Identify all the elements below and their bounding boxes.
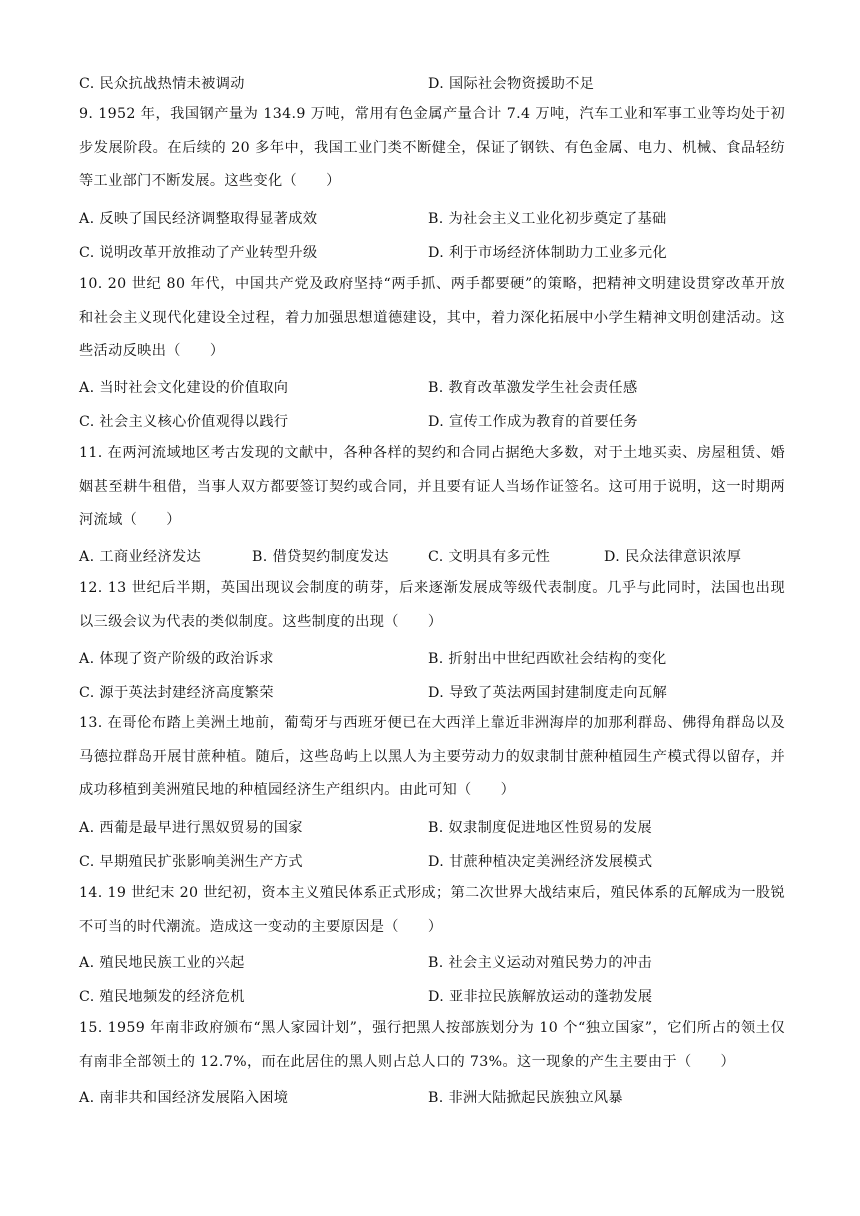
q8-option-c: C. 民众抗战热情未被调动: [79, 76, 245, 92]
q9-option-a: A. 反映了国民经济调整取得显著成效: [79, 211, 318, 227]
q15-option-b: B. 非洲大陆掀起民族独立风暴: [428, 1090, 623, 1106]
q13-option-d: D. 甘蔗种植决定美洲经济发展模式: [428, 854, 653, 870]
q9-stem: 9. 1952 年，我国钢产量为 134.9 万吨，常用有色金属产量合计 7.4 万吨，汽车工业和军事工业等均处于初步发展阶段。在后续的 20 多年中，我国工业门类不断健全，保证了钢铁、有色金属、电力、机械、食品轻纺等工业部门不断发展。这些变化（ ）: [79, 106, 785, 190]
q10-option-a: A. 当时社会文化建设的价值取向: [79, 380, 289, 396]
q11-option-d: D. 民众法律意识浓厚: [604, 549, 742, 565]
q14-option-a: A. 殖民地民族工业的兴起: [79, 955, 245, 971]
q13-stem: 13. 在哥伦布踏上美洲土地前，葡萄牙与西班牙便已在大西洋上靠近非洲海岸的加那利群岛、佛得角群岛以及马德拉群岛开展甘蔗种植。随后，这些岛屿上以黑人为主要劳动力的奴隶制甘蔗种植园生产模式得以留存，并成功移植到美洲殖民地的种植园经济生产组织内。由此可知（ ）: [79, 715, 785, 799]
q12-option-c: C. 源于英法封建经济高度繁荣: [79, 685, 274, 701]
q9-option-b: B. 为社会主义工业化初步奠定了基础: [428, 211, 667, 227]
q11-option-b: B. 借贷契约制度发达: [252, 549, 389, 565]
q12-option-d: D. 导致了英法两国封建制度走向瓦解: [428, 685, 668, 701]
q11-option-c: C. 文明具有多元性: [428, 549, 551, 565]
q14-option-d: D. 亚非拉民族解放运动的蓬勃发展: [428, 989, 653, 1005]
q8-option-d: D. 国际社会物资援助不足: [428, 76, 595, 92]
q12-option-a: A. 体现了资产阶级的政治诉求: [79, 651, 274, 667]
q14-option-b: B. 社会主义运动对殖民势力的冲击: [428, 955, 653, 971]
q15-stem: 15. 1959 年南非政府颁布“黑人家园计划”，强行把黑人按部族划分为 10 个“独立国家”，它们所占的领土仅有南非全部领土的 12.7%，而在此居住的黑人则占总人口的 73%。这一现象的产生主要由于（ ）: [79, 1020, 785, 1070]
q9-option-d: D. 利于市场经济体制助力工业多元化: [428, 245, 668, 261]
q12-option-b: B. 折射出中世纪西欧社会结构的变化: [428, 651, 667, 667]
q10-option-b: B. 教育改革激发学生社会责任感: [428, 380, 638, 396]
q10-stem: 10. 20 世纪 80 年代，中国共产党及政府坚持“两手抓、两手都要硬”的策略，把精神文明建设贯穿改革开放和社会主义现代化建设全过程，着力加强思想道德建设，其中，着力深化拓展中小学生精神文明创建活动。这些活动反映出（ ）: [79, 276, 785, 360]
q14-option-c: C. 殖民地频发的经济危机: [79, 989, 245, 1005]
q12-stem: 12. 13 世纪后半期，英国出现议会制度的萌芽，后来逐渐发展成等级代表制度。几乎与此同时，法国也出现以三级会议为代表的类似制度。这些制度的出现（ ）: [79, 580, 785, 630]
q10-option-c: C. 社会主义核心价值观得以践行: [79, 414, 289, 430]
q15-option-a: A. 南非共和国经济发展陷入困境: [79, 1090, 289, 1106]
q11-stem: 11. 在两河流域地区考古发现的文献中，各种各样的契约和合同占据绝大多数，对于土地买卖、房屋租赁、婚姻甚至耕牛租借，当事人双方都要签订契约或合同，并且要有证人当场作证签名。这可用于说明，这一时期两河流域（ ）: [79, 445, 785, 529]
q10-option-d: D. 宣传工作成为教育的首要任务: [428, 414, 638, 430]
q14-stem: 14. 19 世纪末 20 世纪初，资本主义殖民体系正式形成；第二次世界大战结束后，殖民体系的瓦解成为一股锐不可当的时代潮流。造成这一变动的主要原因是（ ）: [79, 885, 785, 935]
q11-option-a: A. 工商业经济发达: [79, 549, 202, 565]
q13-option-c: C. 早期殖民扩张影响美洲生产方式: [79, 854, 303, 870]
q13-option-b: B. 奴隶制度促进地区性贸易的发展: [428, 820, 653, 836]
q9-option-c: C. 说明改革开放推动了产业转型升级: [79, 245, 318, 261]
q13-option-a: A. 西葡是最早进行黑奴贸易的国家: [79, 820, 303, 836]
